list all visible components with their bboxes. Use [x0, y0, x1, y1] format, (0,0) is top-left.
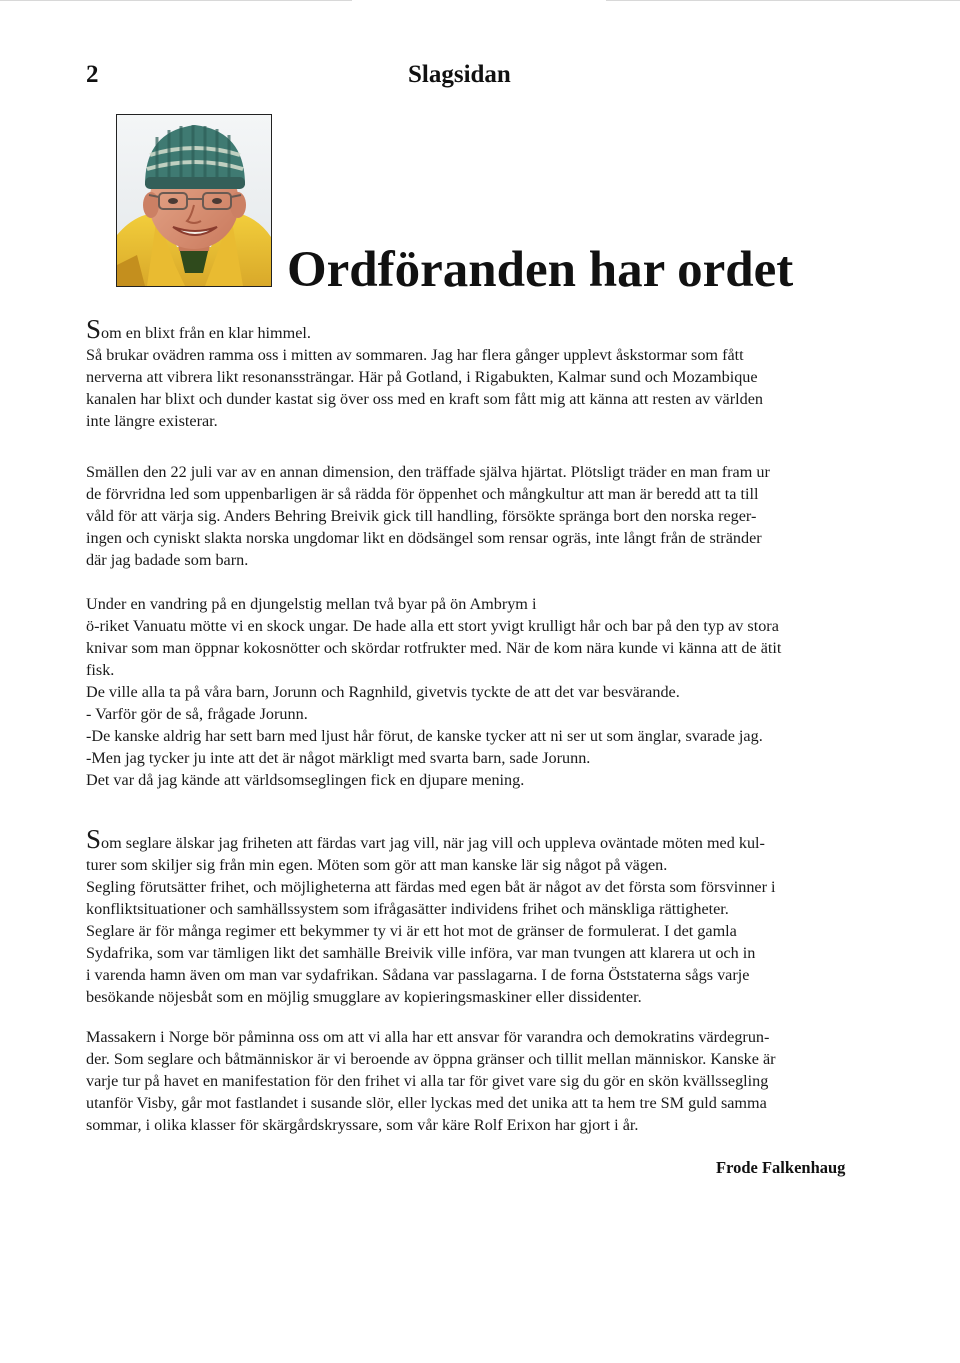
paragraph-line: Sydafrika, som var tämligen likt det samhälle Breivik ville införa, var man tvungen att klarera ut och in: [86, 944, 756, 962]
top-rule-left: [0, 0, 352, 1]
paragraph-2: [86, 461, 876, 571]
paragraph-line: Massakern i Norge bör påminna oss om att vi alla har ett ansvar för varandra och demokratins värdegrun-: [86, 1028, 770, 1046]
section-title: Slagsidan: [408, 61, 511, 88]
paragraph-line: De ville alla ta på våra barn, Jorunn och Ragnhild, givetvis tyckte de att det var besvärande.: [86, 683, 680, 701]
author-portrait: [116, 114, 272, 287]
paragraph-line: Segling förutsätter frihet, och möjligheterna att färdas med egen båt är något av det första som försvinner i: [86, 878, 776, 896]
paragraph-line: ingen och cyniskt slakta norska ungdomar likt en dödsängel som rensar ogräs, inte långt från de stränder: [86, 529, 762, 547]
paragraph-line: kanalen har blixt och dunder kastat sig över oss med en kraft som fått mig att känna att resten av världen: [86, 390, 763, 408]
paragraph-1: [86, 314, 876, 432]
author-signature: Frode Falkenhaug: [716, 1158, 846, 1177]
paragraph-line: -Men jag tycker ju inte att det är något märkligt med svarta barn, sade Jorunn.: [86, 749, 591, 767]
paragraph-4: [86, 824, 876, 1008]
drop-cap: S: [86, 824, 102, 854]
paragraph-line: de förvridna led som uppenbarligen är så rädda för öppenhet och mångkultur att man är beredd att ta till: [86, 485, 759, 503]
paragraph-line: -De kanske aldrig har sett barn med ljust hår förut, de kanske tycker att ni ser ut som änglar, svarade jag.: [86, 727, 763, 745]
paragraph-line: sommar, i olika klasser för skärgårdskryssare, som vår käre Rolf Erixon har gjort i år.: [86, 1116, 639, 1134]
paragraph-line: utanför Visby, går mot fastlandet i susande slör, eller lyckas med det unika att ta hem tre SM guld samma: [86, 1094, 767, 1112]
paragraph-line: Som seglare älskar jag friheten att färdas vart jag vill, när jag vill och uppleva oväntade möten med kul-: [86, 824, 765, 854]
paragraph-line: fisk.: [86, 661, 115, 679]
paragraph-line: - Varför gör de så, frågade Jorunn.: [86, 705, 308, 723]
article-headline: Ordföranden har ordet: [287, 242, 794, 298]
paragraph-line: i varenda hamn även om man var sydafrikan. Sådana var passlagarna. I de forna Öststaterna sågs varje: [86, 966, 750, 984]
paragraph-line: Smällen den 22 juli var av en annan dimension, den träffade själva hjärtat. Plötsligt träder en man fram ur: [86, 463, 770, 481]
paragraph-line: besökande nöjesbåt som en möjlig smugglare av kopieringsmaskiner eller dissidenter.: [86, 988, 642, 1006]
paragraph-line: Under en vandring på en djungelstig mellan två byar på ön Ambrym i: [86, 595, 537, 613]
paragraph-line: Så brukar ovädren ramma oss i mitten av sommaren. Jag har flera gånger upplevt åskstormar som fått: [86, 346, 744, 364]
paragraph-line: der. Som seglare och båtmänniskor är vi beroende av öppna gränser och tillit mellan människor. Kanske är: [86, 1050, 776, 1068]
page-number: 2: [86, 61, 99, 88]
paragraph-3: [86, 593, 876, 791]
paragraph-line: nerverna att vibrera likt resonanssträngar. Här på Gotland, i Rigabukten, Kalmar sund och Mozambique: [86, 368, 758, 386]
paragraph-line: Det var då jag kände att världsomseglingen fick en djupare mening.: [86, 771, 525, 789]
portrait-image: [117, 115, 271, 286]
paragraph-line: ö-riket Vanuatu mötte vi en skock ungar. De hade alla ett stort yvigt krulligt hår och bar på den typ av stora: [86, 617, 779, 635]
paragraph-line: Seglare är för många regimer ett bekymmer ty vi är ett hot mot de gränser de formulerat. I det gamla: [86, 922, 737, 940]
paragraph-5: [86, 1026, 876, 1136]
paragraph-line: varje tur på havet en manifestation för den frihet vi alla tar för givet vare sig du gör en skön kvällssegling: [86, 1072, 769, 1090]
paragraph-line: inte längre existerar.: [86, 412, 218, 430]
drop-cap: S: [86, 314, 102, 344]
paragraph-line: knivar som man öppnar kokosnötter och skördar rotfrukter med. När de kom nära kunde vi känna att de ätit: [86, 639, 782, 657]
paragraph-line: turer som skiljer sig från min egen. Möten som gör att man kanske lär sig något på vägen.: [86, 856, 668, 874]
paragraph-line: där jag badade som barn.: [86, 551, 249, 569]
top-rule-right: [606, 0, 960, 1]
paragraph-line: konfliktsituationer och samhällssystem som ifrågasätter individens frihet och mänskliga rättigheter.: [86, 900, 729, 918]
paragraph-line: Som en blixt från en klar himmel.: [86, 314, 311, 344]
paragraph-line: våld för att värja sig. Anders Behring Breivik gick till handling, försökte spränga bort den norska reger-: [86, 507, 757, 525]
